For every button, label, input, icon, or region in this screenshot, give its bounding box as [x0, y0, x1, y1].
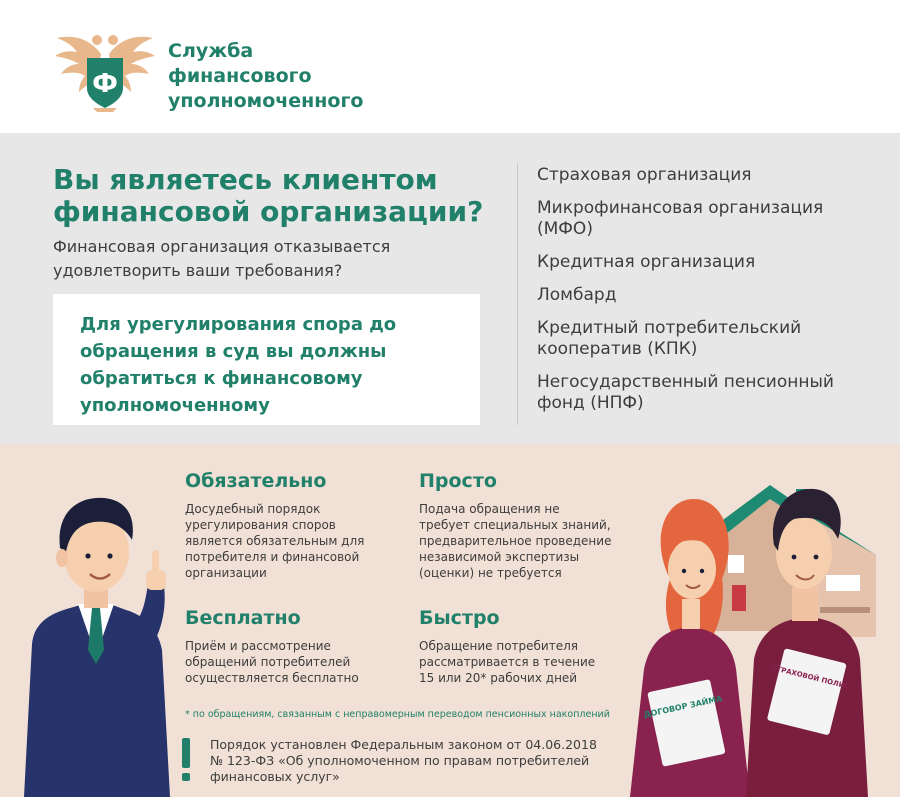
feature-fast [419, 606, 634, 686]
svg-text:Ф: Ф [92, 69, 118, 99]
footnote: * по обращениям, связанным с неправомерным переводом пенсионных накоплений [185, 709, 610, 720]
header [0, 0, 900, 133]
feature-mandatory [185, 469, 400, 581]
feature-line: организации [185, 566, 267, 580]
list-item-line: (МФО) [537, 219, 593, 239]
list-item [537, 285, 887, 306]
feature-line: обращений потребителей [185, 655, 351, 669]
law-line: финансовых услуг» [210, 769, 340, 784]
feature-line: (оценки) не требуется [419, 566, 562, 580]
feature-line: Подача обращения не [419, 502, 560, 516]
subhead-line: Финансовая организация отказывается [53, 237, 391, 256]
subhead-line: удовлетворить ваши требования? [53, 261, 343, 280]
feature-line: независимой экспертизы [419, 550, 580, 564]
list-item-line: фонд (НПФ) [537, 393, 644, 413]
callout-line: уполномоченному [80, 395, 270, 416]
feature-line: Обращение потребителя [419, 639, 578, 653]
org-name-line: Служба [168, 40, 254, 62]
man-illustration [14, 474, 179, 797]
feature-title: Бесплатно [185, 607, 301, 629]
insurance-document-label: СТРАХОВОЙ ПОЛИС [770, 663, 851, 691]
list-item-line: кооператив (КПК) [537, 339, 698, 359]
main-headline [53, 164, 503, 228]
feature-text [185, 638, 400, 686]
list-item-line: Негосударственный пенсионный [537, 372, 834, 392]
feature-title: Обязательно [185, 470, 327, 492]
law-reference [210, 737, 630, 785]
law-line: Порядок установлен Федеральным законом от 04.06.2018 [210, 737, 597, 752]
org-name-line: уполномоченного [168, 90, 364, 112]
feature-simple [419, 469, 634, 581]
callout-text [80, 311, 470, 419]
feature-line: рассматривается в течение [419, 655, 596, 669]
divider [517, 163, 518, 425]
feature-title: Просто [419, 470, 497, 492]
org-name-line: финансового [168, 65, 312, 87]
feature-line: Досудебный порядок [185, 502, 321, 516]
headline-line: Вы являетесь клиентом [53, 163, 438, 196]
feature-line: потребителя и финансовой [185, 550, 360, 564]
list-item [537, 252, 887, 273]
headline-line: финансовой организации? [53, 195, 484, 228]
list-item-line: Кредитный потребительский [537, 318, 802, 338]
list-item [537, 318, 887, 360]
feature-text [185, 501, 400, 581]
callout-box [53, 294, 480, 425]
organization-list [537, 165, 887, 426]
exclamation-icon [181, 738, 191, 782]
feature-title: Быстро [419, 607, 500, 629]
benefits-section [0, 444, 900, 797]
feature-line: 15 или 20* рабочих дней [419, 671, 578, 685]
list-item-line: Страховая организация [537, 165, 752, 185]
feature-line: осуществляется бесплатно [185, 671, 359, 685]
list-item-line: Ломбард [537, 285, 617, 305]
callout-line: обращения в суд вы должны [80, 341, 387, 362]
subheadline [53, 235, 463, 283]
emblem-logo-icon [53, 26, 157, 112]
list-item-line: Кредитная организация [537, 252, 756, 272]
callout-line: обратиться к финансовому [80, 368, 363, 389]
loan-document-label: ДОГОВОР ЗАЙМА [642, 694, 724, 720]
feature-line: требует специальных знаний, [419, 518, 611, 532]
couple-illustration [620, 459, 900, 797]
list-item [537, 372, 887, 414]
list-item [537, 198, 887, 240]
organization-name [168, 39, 428, 114]
feature-line: урегулирования споров [185, 518, 336, 532]
law-line: № 123-ФЗ «Об уполномоченном по правам потребителей [210, 753, 590, 768]
list-item-line: Микрофинансовая организация [537, 198, 824, 218]
list-item [537, 165, 887, 186]
feature-line: Приём и рассмотрение [185, 639, 331, 653]
feature-line: предварительное проведение [419, 534, 612, 548]
feature-free [185, 606, 400, 686]
feature-text [419, 638, 634, 686]
feature-line: является обязательным для [185, 534, 365, 548]
feature-text [419, 501, 634, 581]
intro-section [0, 133, 900, 444]
callout-line: Для урегулирования спора до [80, 314, 397, 335]
